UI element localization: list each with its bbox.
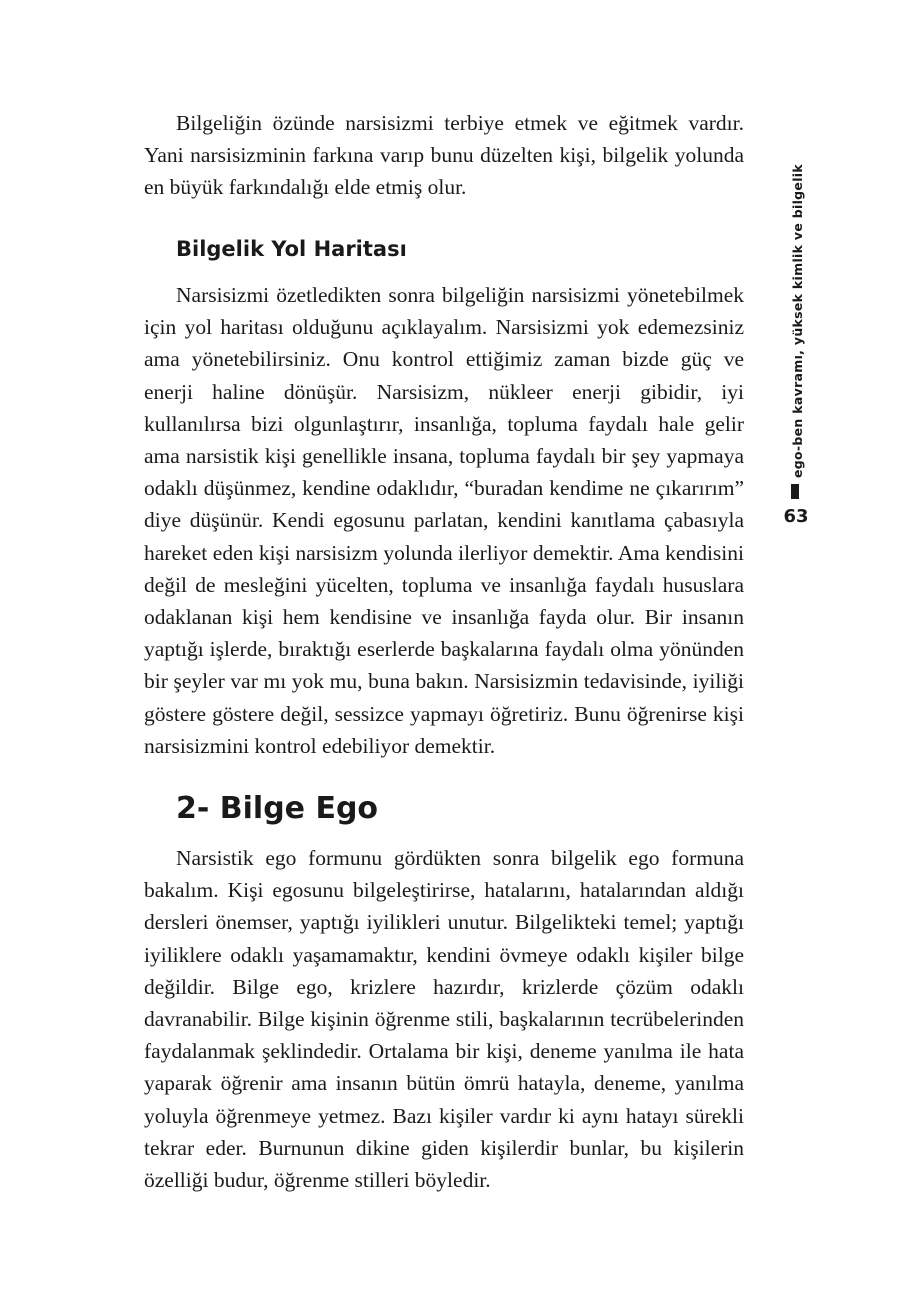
section-heading-roadmap: Bilgelik Yol Haritası <box>176 237 407 261</box>
intro-paragraph: Bilgeliğin özünde narsisizmi terbiye etmek ve eğitmek vardır. Yani narsisizminin farkına varıp bunu düzelten kişi, bilgelik yolunda en büyük farkındalığı elde etmiş olur. <box>144 111 744 200</box>
wise-ego-paragraph-block <box>144 842 744 1196</box>
section-heading-wise-ego: 2- Bilge Ego <box>176 791 379 826</box>
intro-paragraph-block <box>144 107 744 204</box>
running-head <box>782 164 812 478</box>
page-number: 63 <box>783 506 809 527</box>
running-head-text: ego-ben kavramı, yüksek kimlik ve bilgelik <box>789 164 805 478</box>
running-head-marker <box>791 484 799 499</box>
wise-ego-paragraph: Narsistik ego formunu gördükten sonra bilgelik ego formuna bakalım. Kişi egosunu bilgeleştirirse, hatalarını, hatalarından aldığı dersleri önemser, yaptığı iyilikleri unutur. Bilgelikteki temel; yaptığı iyiliklere odaklı yaşamamaktır, kendini övmeye odaklı kişiler bilge değildir. Bilge ego, krizlere hazırdır, krizlerde çözüm odaklı davranabilir. Bilge kişinin öğrenme stili, başkalarının tecrübelerinden faydalanmak şeklindedir. Ortalama bir kişi, deneme yanılma ile hata yaparak öğrenir ama insanın bütün ömrü hatayla, deneme, yanılma yoluyla öğrenmeye yetmez. Bazı kişiler vardır ki aynı hatayı sürekli tekrar eder. Burnunun dikine giden kişilerdir bunlar, bu kişilerin özelliği budur, öğrenme stilleri böyledir. <box>144 846 744 1193</box>
roadmap-paragraph: Narsisizmi özetledikten sonra bilgeliğin narsisizmi yönetebilmek için yol haritası olduğunu açıklayalım. Narsisizmi yok edemezsiniz ama yönetebilirsiniz. Onu kontrol ettiğimiz zaman bizde güç ve enerji haline dönüşür. Narsisizm, nükleer enerji gibidir, iyi kullanılırsa bizi olgunlaştırır, insanlığa, topluma faydalı hale gelir ama narsistik kişi genellikle insana, topluma faydalı bir şey yapmaya odaklı düşünmez, kendine odaklıdır, “buradan kendime ne çıkarırım” diye düşünür. Kendi egosunu parlatan, kendini kanıtlama çabasıyla hareket eden kişi narsisizm yolunda ilerliyor demektir. Ama kendisini değil de mesleğini yücelten, topluma ve insanlığa faydalı hususlara odaklanan kişi hem kendisine ve insanlığa fayda olur. Bir insanın yaptığı işlerde, bıraktığı eserlerde başkalarına faydalı olma yönünden bir şeyler var mı yok mu, buna bakın. Narsisizmin tedavisinde, iyiliği göstere göstere değil, sessizce yapmayı öğretiriz. Bunu öğrenirse kişi narsisizmini kontrol edebiliyor demektir. <box>144 283 744 758</box>
roadmap-paragraph-block <box>144 279 744 762</box>
